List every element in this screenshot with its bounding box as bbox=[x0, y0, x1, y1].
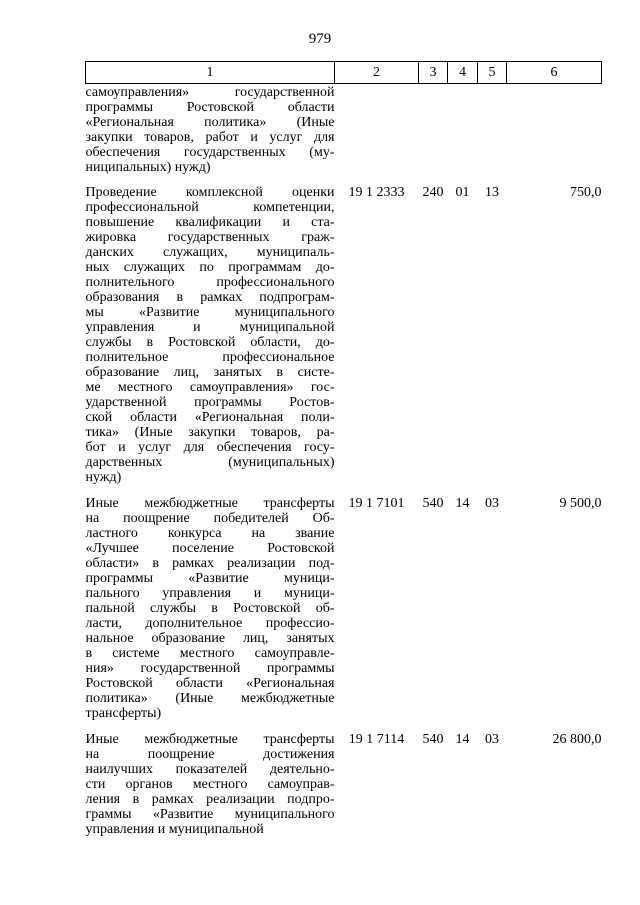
description-line: Иные межбюджетные трансферты bbox=[85, 496, 335, 511]
description-line: ниципальных) нужд) bbox=[85, 160, 211, 175]
description-line: данских служащих, муниципаль- bbox=[85, 245, 335, 260]
subsection-code: 13 bbox=[485, 185, 499, 200]
description-line: области» в рамках реализации под- bbox=[85, 556, 335, 571]
description-line: профессиональной компетенции, bbox=[85, 200, 335, 215]
col-header-5: 5 bbox=[478, 62, 507, 84]
description-line: в системе местного самоуправле- bbox=[85, 646, 335, 661]
description-line: ударственной программы Ростов- bbox=[85, 395, 335, 410]
description-line: образование лиц, занятых в систе- bbox=[85, 365, 335, 380]
description-line: политика» (Иные межбюджетные bbox=[85, 691, 335, 706]
expense-type bbox=[419, 84, 448, 186]
description-line: ных служащих по программам до- bbox=[85, 260, 335, 275]
description-line: Проведение комплексной оценки bbox=[85, 185, 335, 200]
col-header-3: 3 bbox=[419, 62, 448, 84]
description-line: сти органов местного самоуправ- bbox=[85, 777, 335, 792]
description-line: «Региональная политика» (Иные bbox=[85, 115, 335, 130]
description-line: на поощрение победителей Об- bbox=[85, 511, 335, 526]
description-line: программы Ростовской области bbox=[85, 100, 335, 115]
description-line: наилучших показателей деятельно- bbox=[85, 762, 335, 777]
description-line: тика» (Иные закупки товаров, ра- bbox=[85, 425, 335, 440]
col-header-1: 1 bbox=[86, 62, 335, 84]
description-line: Иные межбюджетные трансферты bbox=[85, 732, 335, 747]
header-row bbox=[86, 62, 602, 84]
section-code bbox=[448, 84, 478, 186]
budget-table bbox=[85, 61, 602, 837]
description-line: трансферты) bbox=[85, 706, 162, 721]
description-line: граммы «Развитие муниципального bbox=[85, 807, 335, 822]
amount bbox=[507, 84, 602, 186]
description-line: полнительное профессиональное bbox=[85, 350, 335, 365]
description-line: жировка государственных граж- bbox=[85, 230, 335, 245]
page-number: 979 bbox=[308, 31, 332, 47]
description-line: закупки товаров, работ и услуг для bbox=[85, 130, 335, 145]
description-line: нальное образование лиц, занятых bbox=[85, 631, 335, 646]
table-row bbox=[86, 84, 602, 186]
row-description bbox=[86, 732, 335, 837]
description-line: образования в рамках подпрограм- bbox=[85, 290, 335, 305]
target-code: 19 1 7101 bbox=[348, 496, 405, 511]
amount: 750,0 bbox=[570, 185, 602, 200]
table-row bbox=[86, 185, 602, 496]
description-line: Ростовской области «Региональная bbox=[85, 676, 335, 691]
description-line: полнительного профессионального bbox=[85, 275, 335, 290]
table-row bbox=[86, 496, 602, 732]
description-line: нужд) bbox=[85, 470, 122, 485]
expense-type: 540 bbox=[422, 732, 444, 747]
amount: 26 800,0 bbox=[552, 732, 602, 747]
description-line: «Лучшее поселение Ростовской bbox=[85, 541, 335, 556]
description-line: пального управления и муници- bbox=[85, 586, 335, 601]
subsection-code: 03 bbox=[485, 732, 499, 747]
description-line: обеспечения государственных (му- bbox=[85, 145, 335, 160]
col-header-4: 4 bbox=[448, 62, 478, 84]
description-line: службы в Ростовской области, до- bbox=[85, 335, 335, 350]
section-code: 14 bbox=[455, 732, 470, 747]
description-line: дарственных (муниципальных) bbox=[85, 455, 335, 470]
row-description bbox=[86, 185, 335, 496]
description-line: управления и муниципальной bbox=[85, 320, 335, 335]
description-line: программы «Развитие муници- bbox=[85, 571, 335, 586]
description-line: пальной службы в Ростовской об- bbox=[85, 601, 335, 616]
subsection-code: 03 bbox=[485, 496, 499, 511]
description-line: ластного конкурса на звание bbox=[85, 526, 335, 541]
target-code: 19 1 2333 bbox=[348, 185, 405, 200]
description-line: ской области «Региональная поли- bbox=[85, 410, 335, 425]
description-line: мы «Развитие муниципального bbox=[85, 305, 335, 320]
col-header-6: 6 bbox=[507, 62, 602, 84]
section-code: 01 bbox=[455, 185, 470, 200]
table-row bbox=[86, 732, 602, 837]
col-header-2: 2 bbox=[335, 62, 419, 84]
description-line: ления в рамках реализации подпро- bbox=[85, 792, 335, 807]
description-line: управления и муниципальной bbox=[85, 822, 264, 837]
description-line: на поощрение достижения bbox=[85, 747, 335, 762]
amount: 9 500,0 bbox=[559, 496, 602, 511]
description-line: повышение квалификации и ста- bbox=[85, 215, 335, 230]
description-line: самоуправления» государственной bbox=[85, 85, 335, 100]
description-line: ме местного самоуправления» гос- bbox=[85, 380, 335, 395]
row-description bbox=[86, 496, 335, 732]
row-description bbox=[86, 84, 335, 186]
description-line: ния» государственной программы bbox=[85, 661, 335, 676]
expense-type: 240 bbox=[422, 185, 444, 200]
section-code: 14 bbox=[455, 496, 470, 511]
description-line: бот и услуг для обеспечения госу- bbox=[85, 440, 335, 455]
target-code bbox=[335, 84, 419, 186]
expense-type: 540 bbox=[422, 496, 444, 511]
subsection-code bbox=[478, 84, 507, 186]
table-body bbox=[86, 84, 602, 838]
description-line: ласти, дополнительное профессио- bbox=[85, 616, 335, 631]
target-code: 19 1 7114 bbox=[348, 732, 405, 747]
